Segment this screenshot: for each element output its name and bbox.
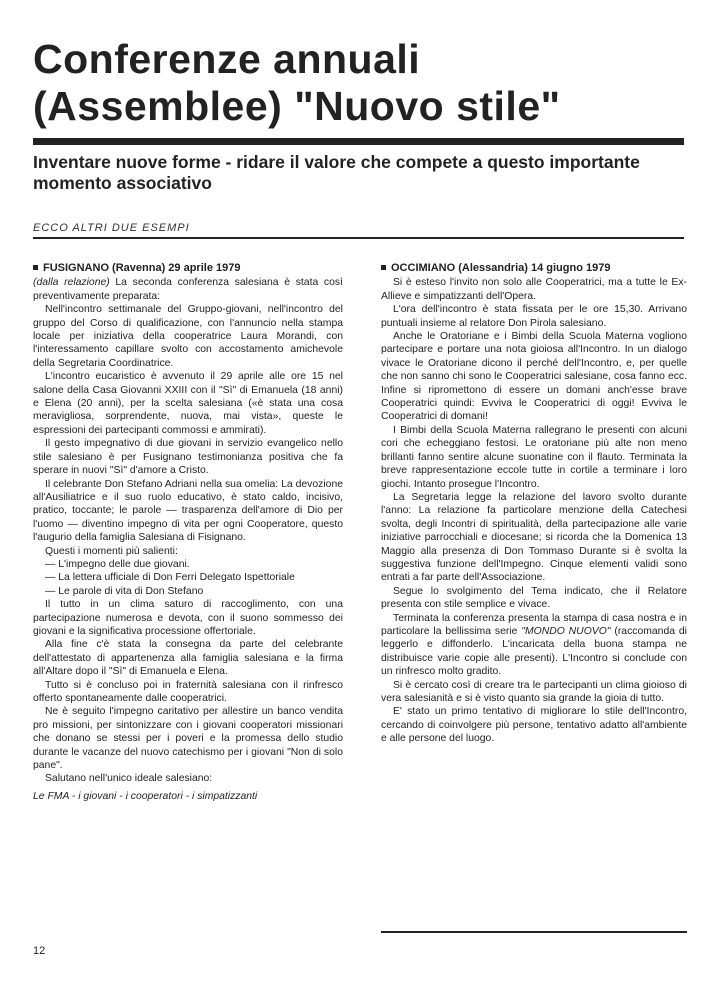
left-heading-text: FUSIGNANO (Ravenna) 29 aprile 1979 — [43, 262, 241, 274]
paragraph: I Bimbi della Scuola Materna rallegrano le presenti con alcuni cori che echeggiano festosi. Le oratoriane più alte non meno brillanti fanno sentire alcune suonatine con il flauto. Terminata la breve rappresentazione eccole tutte in cortile a terminare i loro giochi. Intanto prosegue l'Incontro. — [381, 424, 687, 490]
list-item: — L'impegno delle due giovani. — [45, 558, 190, 570]
paragraph: L'ora dell'incontro è stata fissata per le ore 15,30. Arrivano puntuali insieme al relatore Don Pirola salesiano. — [381, 304, 687, 329]
paragraph: Il tutto in un clima saturo di raccoglimento, con una partecipazione numerosa e devota, con il suono sommesso dei giovani e la significativa processione offertoriale. — [33, 599, 343, 637]
paragraph: Salutano nell'unico ideale salesiano: — [45, 773, 213, 785]
title-line-2: (Assemblee) "Nuovo stile" — [33, 83, 561, 129]
left-intro-italic: (dalla relazione) — [33, 277, 110, 289]
paragraph: L'incontro eucaristico è avvenuto il 29 aprile alle ore 15 nel salone della Casa Giovanni XXIII con il "Sì" di Emanuela (18 anni) e Elena (20 anni), per la scelta salesiana («è stata una cosa meravigliosa, sorprendente, nuova, mai vista», queste le espressioni dei partecipanti commossi e ammirati). — [33, 371, 343, 436]
paragraph: Segue lo svolgimento del Tema indicato, che il Relatore presenta con stile semplice e vivace. — [381, 585, 687, 611]
mondo-before: Terminata la conferenza presenta la stampa di casa nostra e in particolare la bellissima serie — [381, 612, 687, 637]
list-item: — Le parole di vita di Don Stefano — [45, 585, 204, 597]
paragraph: Nell'incontro settimanale del Gruppo-giovani, nell'incontro del gruppo del Corso di qualificazione, con l'annuncio nella stampa locale per iniziativa della cooperatrice Laura Morandi, con l'interessamento capillare svolto con accostamento amichevole della Segretaria Coordinatrice. — [33, 304, 343, 369]
right-column — [381, 262, 687, 746]
paragraph: Il celebrante Don Stefano Adriani nella sua omelia: La devozione all'Ausiliatrice e il suo ruolo educativo, è stato caldo, incisivo, pratico, toccante; le parole — trasparenza dell'amore di Dio per l'uomo — diventino impegno di vita per ogni Cooperatore, questo l'augurio della famiglia Salesiana di Fisignano. — [33, 478, 343, 544]
mondo-after: (raccomanda di leggerlo e diffonderlo. L'incaricata della buona stampa ne distribuisce varie copie alle presenti). L'Incontro si conclude con un rinfresco molto gradito. — [381, 625, 687, 678]
paragraph: Anche le Oratoriane e i Bimbi della Scuola Materna vogliono partecipare e portare una nota gioiosa all'Incontro. In un dialogo vivace le Oratoriane dicono il perché dell'Incontro, e, per quelle che non sanno chi sono le Cooperatrici salesiane, cosa fanno ecc. Infine si ripromettono di essere un domani anch'esse brave Cooperatrici quindi: Evviva le Cooperatrici di oggi! Evviva le Cooperatrici di domani! — [381, 331, 687, 423]
left-column-heading — [33, 262, 343, 275]
left-intro — [33, 276, 343, 303]
paragraph: Alla fine c'è stata la consegna da parte del celebrante dell'attestato di appartenenza alla famiglia salesiana e la firma all'Altare dopo il "Sì" di Emanuela e Elena. — [33, 639, 343, 678]
paragraph: La Segretaria legge la relazione del lavoro svolto durante l'anno: La relazione fa particolare menzione della Catechesi svolta, degli Incontri di spiritualità, della partecipazione alle varie iniziative parrocchiali e diocesane; si ricorda che la Domenica 13 Maggio alla presenza di Don Tommaso Durante si è svolta la suggestiva funzione dell'Impegno. Cinque elementi validi sono entrati a far parte dell'Associazione. — [381, 491, 687, 584]
left-intro-text: La seconda conferenza salesiana è stata così preventivamente preparata: — [33, 277, 343, 302]
paragraph: Ne è seguito l'impegno caritativo per allestire un banco vendita pro missioni, per sintonizzare con i giovani cooperatori missionari che donano se stessi per i poveri e la promessa dello studio durante le vacanze del nuovo catechismo per i giovani "Non di solo pane". — [33, 706, 343, 772]
left-column — [33, 262, 343, 803]
examples-label: ECCO ALTRI DUE ESEMPI — [33, 222, 190, 234]
title-rule — [33, 138, 684, 145]
paragraph-mondo-nuovo — [381, 612, 687, 679]
paragraph: E' stato un primo tentativo di migliorare lo stile dell'Incontro, cercando di coinvolgere più persone, tentativo adatto all'ambiente e alle persone del luogo. — [381, 706, 687, 745]
article-title — [33, 36, 683, 130]
right-column-heading — [381, 262, 687, 275]
bottom-rule — [381, 931, 687, 933]
paragraph: Si è esteso l'invito non solo alle Cooperatrici, ma a tutte le Ex-Allieve e simpatizzanti dell'Opera. — [381, 277, 687, 302]
square-bullet-icon — [33, 265, 38, 270]
right-heading-text: OCCIMIANO (Alessandria) 14 giugno 1979 — [391, 262, 611, 274]
square-bullet-icon — [381, 265, 386, 270]
list-item: — La lettera ufficiale di Don Ferri Delegato Ispettoriale — [45, 572, 295, 584]
paragraph: Il gesto impegnativo di due giovani in servizio evangelico nello stile salesiano è per Fusignano testimonianza positiva che fa sperare in nuovi "Sì" d'amore a Cristo. — [33, 438, 343, 477]
examples-rule — [33, 237, 684, 239]
page-number: 12 — [33, 945, 46, 957]
article-subtitle: Inventare nuove forme - ridare il valore che compete a questo importante momento associativo — [33, 152, 640, 193]
signature: Le FMA - i giovani - i cooperatori - i simpatizzanti — [33, 790, 258, 802]
mondo-nuovo-title: "MONDO NUOVO" — [521, 625, 611, 637]
title-line-1: Conferenze annuali — [33, 36, 421, 82]
paragraph: Tutto si è concluso poi in fraternità salesiana con il rinfresco offerto spontaneamente dalle cooperatrici. — [33, 679, 343, 704]
paragraph: Questi i momenti più salienti: — [45, 545, 178, 557]
paragraph: Si è cercato così di creare tra le partecipanti un clima gioioso di vera salesianità e si è visto quanto sia grande la gioia di tutto. — [381, 679, 687, 704]
